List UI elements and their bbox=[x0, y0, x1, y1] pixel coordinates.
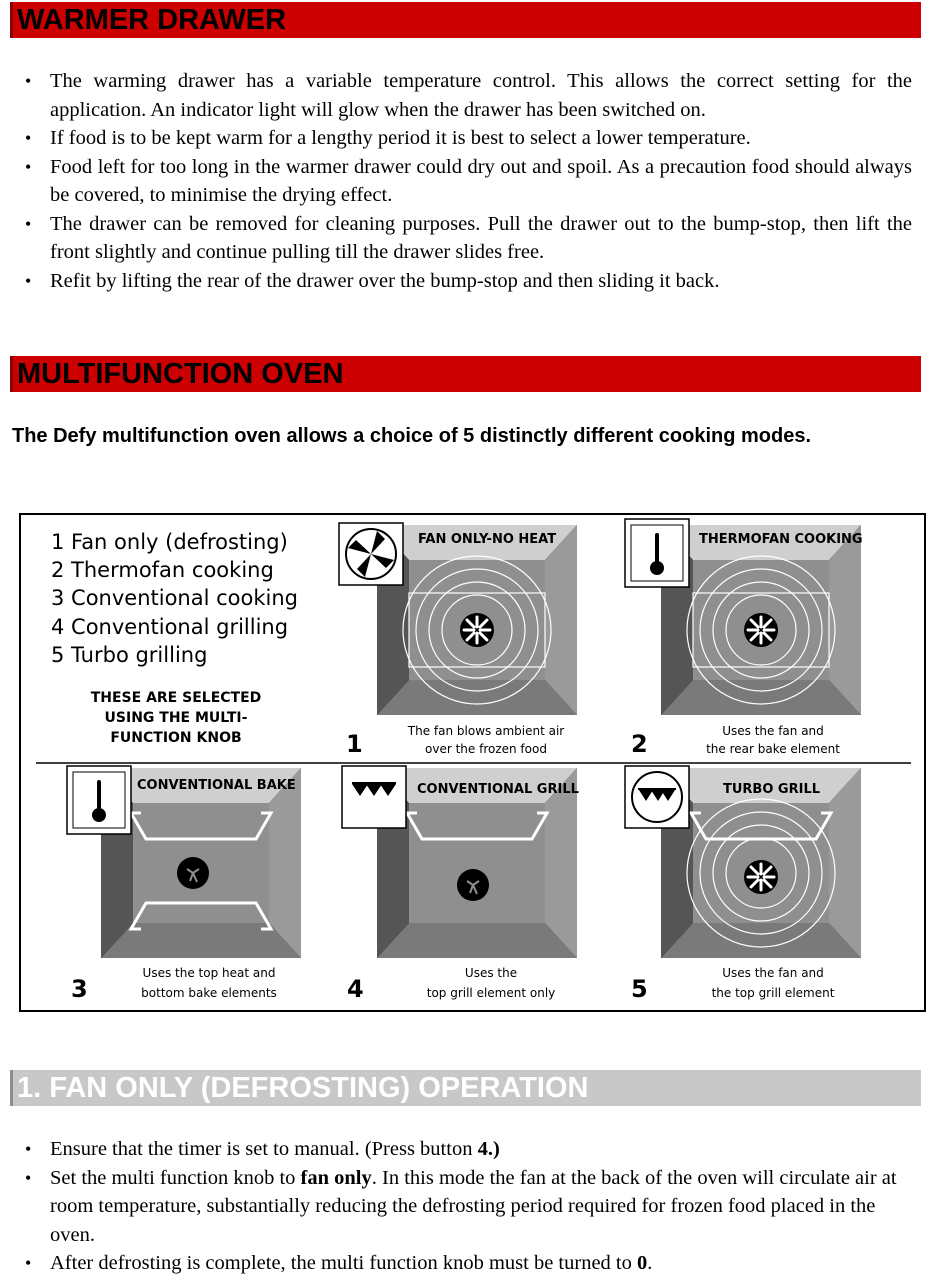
mode-panel-turbo-grill bbox=[625, 766, 861, 1003]
selector-note: THESE ARE SELECTED bbox=[90, 690, 262, 706]
panel-title: FAN ONLY-NO HEAT bbox=[418, 532, 557, 547]
list-item bbox=[16, 1135, 912, 1164]
list-item-bold: 0 bbox=[636, 1252, 648, 1274]
list-item-text: . bbox=[647, 1252, 653, 1274]
list-item-bold: 4.) bbox=[477, 1138, 500, 1160]
panel-caption: Uses the top heat and bbox=[142, 966, 276, 980]
grill-icon bbox=[342, 766, 406, 828]
panel-number: 3 bbox=[71, 975, 88, 1003]
thermometer-icon bbox=[625, 519, 689, 587]
list-item-text: Ensure that the timer is set to manual. (Press button bbox=[50, 1138, 478, 1160]
fan-only-operation-list bbox=[16, 1135, 912, 1278]
panel-title: CONVENTIONAL BAKE bbox=[137, 778, 296, 793]
cooking-modes-diagram bbox=[21, 515, 924, 1010]
fan-only-operation-heading: 1. FAN ONLY (DEFROSTING) OPERATION bbox=[10, 1070, 921, 1106]
panel-caption: the rear bake element bbox=[706, 742, 840, 756]
mode-panel-conventional-bake bbox=[67, 766, 301, 1003]
mode-list-item: 2 Thermofan cooking bbox=[51, 558, 274, 582]
fan-icon bbox=[339, 523, 403, 585]
turbo-grill-icon bbox=[625, 766, 689, 828]
list-item: • The warming drawer has a variable temperature control. This allows the correct setting for the application. An indicator light will glow when the drawer has been switched on. bbox=[16, 67, 912, 124]
list-item bbox=[16, 1249, 912, 1278]
mode-list-item: 4 Conventional grilling bbox=[51, 615, 289, 639]
selector-note: USING THE MULTI- bbox=[104, 710, 248, 726]
multifunction-oven-heading: MULTIFUNCTION OVEN bbox=[10, 356, 921, 392]
panel-caption: top grill element only bbox=[426, 986, 556, 1000]
panel-caption: Uses the bbox=[464, 966, 518, 980]
list-item-bold: fan only bbox=[300, 1166, 372, 1189]
panel-caption: the top grill element bbox=[711, 986, 835, 1000]
panel-caption: bottom bake elements bbox=[141, 986, 277, 1000]
multifunction-intro: The Defy multifunction oven allows a choice of 5 distinctly different cooking modes. bbox=[12, 425, 812, 447]
mode-panel-thermofan bbox=[625, 519, 863, 758]
list-item-text: Set the multi function knob to bbox=[50, 1166, 301, 1189]
panel-caption: The fan blows ambient air bbox=[407, 724, 565, 738]
list-item: • Food left for too long in the warmer drawer could dry out and spoil. As a precaution food should always be covered, to minimise the drying effect. bbox=[16, 153, 912, 210]
list-item: • The drawer can be removed for cleaning purposes. Pull the drawer out to the bump-stop, then lift the front slightly and continue pulling till the drawer slides free. bbox=[16, 210, 912, 267]
panel-number: 4 bbox=[347, 975, 364, 1003]
panel-title: CONVENTIONAL GRILL bbox=[417, 782, 579, 797]
cooking-modes-figure bbox=[19, 513, 926, 1012]
mode-panel-fan-only bbox=[339, 523, 577, 758]
panel-caption: over the frozen food bbox=[425, 742, 547, 756]
list-item bbox=[16, 1164, 912, 1250]
warmer-drawer-list bbox=[16, 67, 912, 295]
list-item-text: . In this mode the fan at the back of the oven will circulate air at room temperature, substantially reducing the defrosting period required for frozen food placed in the oven. bbox=[50, 1166, 897, 1246]
panel-number: 1 bbox=[346, 730, 363, 758]
warmer-drawer-heading: WARMER DRAWER bbox=[10, 2, 921, 38]
thermometer-icon bbox=[67, 766, 131, 834]
panel-number: 2 bbox=[631, 730, 648, 758]
panel-title: TURBO GRILL bbox=[723, 782, 821, 797]
panel-caption: Uses the fan and bbox=[722, 724, 824, 738]
list-item: • If food is to be kept warm for a lengthy period it is best to select a lower temperature. bbox=[16, 124, 912, 153]
list-item-text: After defrosting is complete, the multi function knob must be turned to bbox=[50, 1252, 637, 1274]
panel-caption: Uses the fan and bbox=[722, 966, 824, 980]
mode-panel-conventional-grill bbox=[342, 766, 579, 1003]
mode-list-item: 3 Conventional cooking bbox=[51, 586, 298, 610]
mode-list-item: 5 Turbo grilling bbox=[51, 643, 208, 667]
selector-note: FUNCTION KNOB bbox=[110, 730, 242, 746]
panel-title: THERMOFAN COOKING bbox=[699, 532, 863, 547]
list-item: • Refit by lifting the rear of the drawer over the bump-stop and then sliding it back. bbox=[16, 267, 912, 296]
panel-number: 5 bbox=[631, 975, 648, 1003]
mode-list-item: 1 Fan only (defrosting) bbox=[51, 530, 288, 554]
